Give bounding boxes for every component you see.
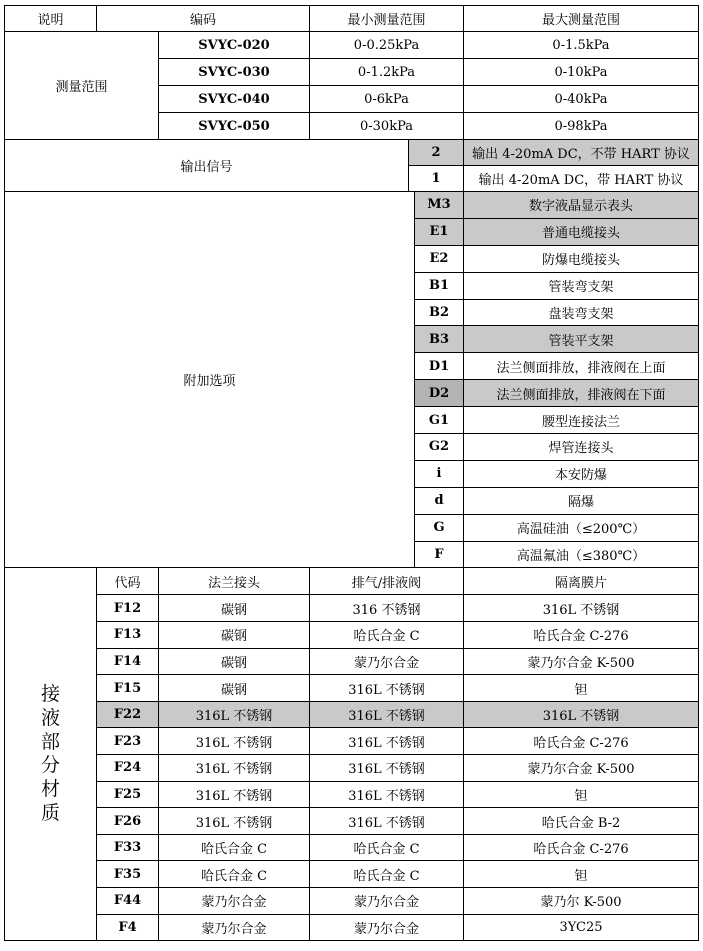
output-section-label: 输出信号	[5, 140, 409, 192]
option-code: G	[415, 514, 464, 541]
option-text: 隔爆	[464, 487, 699, 514]
range-max: 0-40kPa	[464, 86, 699, 113]
material-header-flange: 法兰接头	[159, 568, 310, 595]
material-vent: 316L 不锈钢	[310, 675, 464, 702]
material-code: F14	[97, 648, 159, 675]
option-text: 盘装弯支架	[464, 299, 699, 326]
material-diaphragm: 3YC25	[464, 914, 699, 941]
material-vent: 316L 不锈钢	[310, 728, 464, 755]
material-row	[5, 622, 699, 649]
vertical-section-label: 接液部分材质	[40, 683, 60, 824]
option-text: 法兰侧面排放，排液阀在下面	[464, 380, 699, 407]
output-code: 2	[409, 140, 464, 166]
option-text: 高温氟油（≤380℃）	[464, 541, 699, 568]
output-text: 输出 4-20mA DC，不带 HART 协议	[464, 140, 699, 166]
material-vent: 316L 不锈钢	[310, 808, 464, 835]
material-diaphragm: 蒙乃尔 K-500	[464, 888, 699, 915]
material-row	[5, 888, 699, 915]
material-diaphragm: 哈氏合金 C-276	[464, 728, 699, 755]
material-vent: 316L 不锈钢	[310, 781, 464, 808]
material-row	[5, 914, 699, 941]
material-flange: 碳钢	[159, 622, 310, 649]
material-header-vent: 排气/排液阀	[310, 568, 464, 595]
option-code: G2	[415, 434, 464, 461]
output-code: 1	[409, 166, 464, 192]
material-flange: 316L 不锈钢	[159, 808, 310, 835]
option-text: 本安防爆	[464, 460, 699, 487]
material-row	[5, 861, 699, 888]
material-diaphragm: 316L 不锈钢	[464, 595, 699, 622]
material-diaphragm: 钽	[464, 861, 699, 888]
material-code: F23	[97, 728, 159, 755]
material-vent: 哈氏合金 C	[310, 861, 464, 888]
material-flange: 哈氏合金 C	[159, 834, 310, 861]
range-section-label: 测量范围	[5, 32, 159, 140]
material-vent: 316 不锈钢	[310, 595, 464, 622]
material-diaphragm: 蒙乃尔合金 K-500	[464, 755, 699, 782]
option-text: 数字液晶显示表头	[464, 192, 699, 219]
option-code: D1	[415, 353, 464, 380]
range-min: 0-30kPa	[310, 113, 464, 140]
option-row	[5, 192, 699, 219]
material-flange: 蒙乃尔合金	[159, 888, 310, 915]
option-code: M3	[415, 192, 464, 219]
material-diaphragm: 316L 不锈钢	[464, 701, 699, 728]
material-diaphragm: 哈氏合金 B-2	[464, 808, 699, 835]
range-code: SVYC-050	[159, 113, 310, 140]
option-text: 法兰侧面排放，排液阀在上面	[464, 353, 699, 380]
material-diaphragm: 哈氏合金 C-276	[464, 622, 699, 649]
material-row	[5, 701, 699, 728]
option-code: G1	[415, 407, 464, 434]
material-vent: 316L 不锈钢	[310, 701, 464, 728]
material-code: F33	[97, 834, 159, 861]
header-code: 编码	[97, 6, 310, 32]
material-flange: 316L 不锈钢	[159, 781, 310, 808]
option-code: B3	[415, 326, 464, 353]
material-vent: 316L 不锈钢	[310, 755, 464, 782]
range-max: 0-10kPa	[464, 59, 699, 86]
material-row	[5, 755, 699, 782]
material-flange: 碳钢	[159, 675, 310, 702]
range-max: 0-98kPa	[464, 113, 699, 140]
material-row	[5, 675, 699, 702]
material-header-row	[5, 568, 699, 595]
range-min: 0-0.25kPa	[310, 32, 464, 59]
material-flange: 哈氏合金 C	[159, 861, 310, 888]
material-header-code: 代码	[97, 568, 159, 595]
material-code: F15	[97, 675, 159, 702]
model-selection-table	[4, 5, 699, 941]
option-text: 腰型连接法兰	[464, 407, 699, 434]
range-min: 0-1.2kPa	[310, 59, 464, 86]
material-code: F13	[97, 622, 159, 649]
range-code: SVYC-030	[159, 59, 310, 86]
material-flange: 碳钢	[159, 595, 310, 622]
material-vent: 蒙乃尔合金	[310, 888, 464, 915]
header-desc: 说明	[5, 6, 97, 32]
material-code: F25	[97, 781, 159, 808]
output-row	[5, 140, 699, 166]
material-code: F12	[97, 595, 159, 622]
option-code: B1	[415, 272, 464, 299]
material-flange: 316L 不锈钢	[159, 701, 310, 728]
option-code: d	[415, 487, 464, 514]
material-section-label	[5, 568, 97, 941]
range-code: SVYC-020	[159, 32, 310, 59]
material-vent: 蒙乃尔合金	[310, 914, 464, 941]
option-code: F	[415, 541, 464, 568]
option-text: 高温硅油（≤200℃）	[464, 514, 699, 541]
option-code: E2	[415, 245, 464, 272]
material-row	[5, 834, 699, 861]
material-diaphragm: 钽	[464, 781, 699, 808]
material-code: F4	[97, 914, 159, 941]
material-diaphragm: 蒙乃尔合金 K-500	[464, 648, 699, 675]
range-header-row	[5, 6, 699, 32]
material-flange: 碳钢	[159, 648, 310, 675]
output-text: 输出 4-20mA DC，带 HART 协议	[464, 166, 699, 192]
material-diaphragm: 哈氏合金 C-276	[464, 834, 699, 861]
header-min-range: 最小测量范围	[310, 6, 464, 32]
material-vent: 哈氏合金 C	[310, 834, 464, 861]
material-row	[5, 728, 699, 755]
material-vent: 蒙乃尔合金	[310, 648, 464, 675]
material-diaphragm: 钽	[464, 675, 699, 702]
material-code: F22	[97, 701, 159, 728]
options-section-label: 附加选项	[5, 192, 415, 568]
range-max: 0-1.5kPa	[464, 32, 699, 59]
material-flange: 316L 不锈钢	[159, 728, 310, 755]
material-row	[5, 808, 699, 835]
range-code: SVYC-040	[159, 86, 310, 113]
option-text: 防爆电缆接头	[464, 245, 699, 272]
option-code: B2	[415, 299, 464, 326]
material-row	[5, 648, 699, 675]
material-vent: 哈氏合金 C	[310, 622, 464, 649]
material-header-diaphragm: 隔离膜片	[464, 568, 699, 595]
option-text: 管装弯支架	[464, 272, 699, 299]
header-max-range: 最大测量范围	[464, 6, 699, 32]
material-row	[5, 595, 699, 622]
material-code: F24	[97, 755, 159, 782]
option-text: 管装平支架	[464, 326, 699, 353]
range-row	[5, 32, 699, 59]
material-code: F26	[97, 808, 159, 835]
option-text: 普通电缆接头	[464, 218, 699, 245]
material-row	[5, 781, 699, 808]
material-code: F35	[97, 861, 159, 888]
option-code: E1	[415, 218, 464, 245]
material-code: F44	[97, 888, 159, 915]
option-text: 焊管连接头	[464, 434, 699, 461]
range-min: 0-6kPa	[310, 86, 464, 113]
material-flange: 蒙乃尔合金	[159, 914, 310, 941]
option-code: i	[415, 460, 464, 487]
option-code: D2	[415, 380, 464, 407]
material-flange: 316L 不锈钢	[159, 755, 310, 782]
